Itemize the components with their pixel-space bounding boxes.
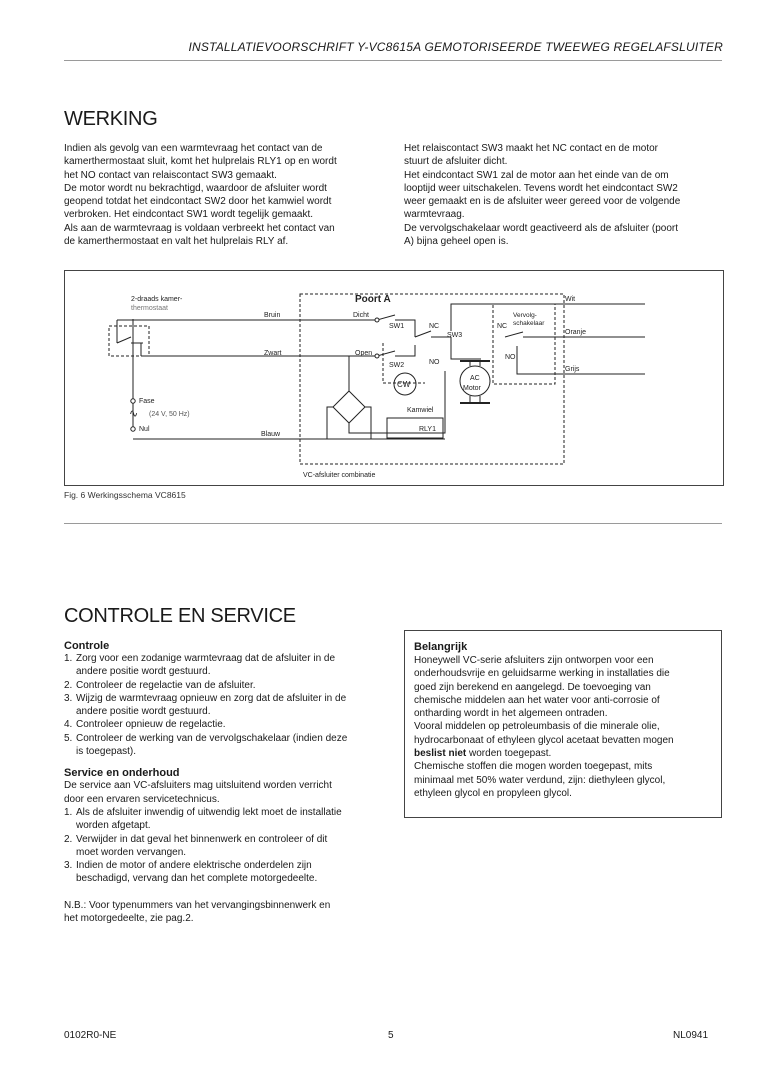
text-line: Honeywell VC-serie afsluiters zijn ontworpen voor een [414, 655, 654, 666]
list-item-line: Controleer opnieuw de regelactie. [76, 719, 226, 731]
text-line [414, 747, 712, 760]
label-no: NO [429, 359, 440, 366]
label-poort-a: Poort A [355, 294, 391, 305]
list-item-number: 2. [64, 679, 73, 691]
label-vervolg-2: schakelaar [513, 320, 545, 327]
text-line: Als aan de warmtevraag is voldaan verbreekt het contact van [64, 222, 335, 234]
label-motor: Motor [463, 385, 481, 392]
text-line: de kamerthermostaat en valt het hulprelais RLY af. [64, 236, 289, 248]
wiring-diagram-frame [64, 270, 724, 486]
bold-phrase: beslist niet [414, 748, 467, 760]
label-sw2: SW2 [389, 362, 405, 369]
subheading-service: Service en onderhoud [64, 767, 180, 780]
footer-page-number: 5 [388, 1030, 394, 1041]
label-vc-combination: VC-afsluiter combinatie [303, 472, 376, 479]
list-item-line: Wijzig de warmtevraag opnieuw en zorg dat de afsluiter in de [76, 692, 347, 704]
list-item [64, 859, 394, 886]
label-nc-vervolg: NC [497, 323, 508, 330]
service-list [64, 806, 394, 886]
text-line: ontharding wordt in het algemeen ontraden. [414, 708, 608, 720]
label-supply: (24 V, 50 Hz) [149, 411, 190, 418]
footer-doc-code: 0102R0-NE [64, 1030, 117, 1041]
list-item-line: Indien de motor of andere elektrische onderdelen zijn [76, 860, 312, 872]
text-line: De motor wordt nu bekrachtigd, waardoor de afsluiter wordt [64, 182, 327, 194]
list-item-line: andere positie wordt gestuurd. [76, 666, 211, 678]
text-line: verbroken. Het eindcontact SW1 wordt tegelijk gemaakt. [64, 209, 314, 221]
label-blauw: Blauw [261, 431, 281, 438]
wiring-diagram [65, 271, 723, 485]
label-sw3: SW3 [447, 332, 463, 339]
controle-service-column [64, 640, 394, 925]
text-line: Vooral middelen op petroleumbasis of die minerale olie, [414, 721, 660, 733]
text-line: stuurt de afsluiter dicht. [404, 156, 508, 168]
label-sw1: SW1 [389, 323, 405, 330]
werking-left-column [64, 142, 394, 248]
label-ac: AC [470, 375, 480, 382]
text-line: het motorgedeelte, zie pag.2. [64, 913, 194, 925]
list-item-line: andere positie wordt gestuurd. [76, 706, 211, 718]
label-open: Open [355, 350, 373, 357]
text-line: goed zijn berekend en aangelegd. De toevoeging van [414, 681, 651, 693]
list-item [64, 806, 394, 833]
section-heading-werking: WERKING [64, 108, 158, 130]
belangrijk-text [414, 654, 712, 800]
text-line: geopend totdat het eindcontact SW2 door het kamwiel wordt [64, 196, 332, 208]
label-fase: Fase [139, 398, 155, 405]
list-item [64, 718, 394, 731]
text-line: het NO contact van relaiscontact SW3 gemaakt. [64, 169, 277, 181]
list-item-number: 4. [64, 719, 73, 731]
list-item-line: Als de afsluiter inwendig of uitwendig lekt moet de installatie [76, 806, 342, 818]
text-line: kamerthermostaat sluit, komt het hulprelais RLY1 op en wordt [64, 156, 337, 168]
section-heading-controle-service: CONTROLE EN SERVICE [64, 605, 296, 627]
list-item-line: beschadigd, vervang dan het complete motorgedeelte. [76, 873, 318, 885]
text-line: Het eindcontact SW1 zal de motor aan het einde van de om [404, 169, 669, 181]
list-item-number: 1. [64, 653, 73, 664]
list-item [64, 732, 394, 759]
list-item-number: 5. [64, 732, 73, 744]
list-item-line: moet worden vervangen. [76, 846, 187, 858]
label-nul: Nul [139, 426, 150, 433]
list-item [64, 692, 394, 719]
list-item-line: Verwijder in dat geval het binnenwerk en controleer of dit [76, 833, 328, 845]
belangrijk-title: Belangrijk [414, 641, 468, 653]
list-item-number: 1. [64, 806, 73, 818]
label-vervolg-1: Vervolg- [513, 312, 537, 319]
controle-list [64, 652, 394, 758]
nb-note [64, 899, 394, 926]
list-item-number: 2. [64, 833, 73, 845]
text-line: De service aan VC-afsluiters mag uitsluitend worden verricht [64, 780, 332, 792]
thermostat-box [109, 326, 149, 356]
text-line: looptijd weer uitschakelen. Tevens wordt het eindcontact SW2 [404, 182, 678, 194]
header-rule [64, 60, 722, 61]
label-grijs: Grijs [565, 366, 580, 373]
text-line: Chemische stoffen die mogen worden toegepast, mits [414, 761, 653, 773]
text-fragment: worden toegepast. [466, 748, 552, 760]
text-line: onderhoudsvrije en geluidsarme werking in installaties die [414, 668, 670, 680]
footer-ref-code: NL0941 [673, 1030, 709, 1041]
text-line: A) bijna geheel open is. [404, 236, 509, 248]
text-line: N.B.: Voor typenummers van het vervangingsbinnenwerk en [64, 899, 331, 911]
figure-caption: Fig. 6 Werkingsschema VC8615 [64, 490, 186, 500]
text-line: warmtevraag. [404, 209, 465, 221]
list-item-number: 3. [64, 860, 73, 872]
label-wit: Wit [565, 296, 576, 303]
text-line: Indien als gevolg van een warmtevraag het contact van de [64, 143, 323, 154]
text-line: minimaal met 50% water verdund, zijn: diethyleen glycol, [414, 774, 666, 786]
text-line: ethyleen glycol en propyleen glycol. [414, 787, 572, 799]
list-item [64, 679, 394, 692]
list-item-line: is toegepast). [76, 746, 137, 758]
subheading-controle: Controle [64, 640, 110, 652]
text-line: hydrocarbonaat of ethyleen glycol acetaat bevatten mogen [414, 734, 674, 746]
ac-symbol: ∿ [129, 408, 139, 420]
label-dicht: Dicht [353, 312, 369, 319]
list-item [64, 652, 394, 679]
label-no-vervolg: NO [505, 354, 516, 361]
list-item-line: Controleer de werking van de vervolgschakelaar (indien deze [76, 732, 348, 744]
label-thermostat: 2-draads kamer- [131, 296, 183, 303]
text-line: weer gemaakt en is de afsluiter weer gereed voor de volgende [404, 196, 681, 208]
label-oranje: Oranje [565, 329, 587, 336]
text-line: Het relaiscontact SW3 maakt het NC contact en de motor [404, 143, 658, 154]
list-item [64, 833, 394, 860]
label-bruin: Bruin [264, 312, 281, 319]
list-item-line: Zorg voor een zodanige warmtevraag dat de afsluiter in de [76, 653, 336, 664]
text-line: chemische middelen aan het water voor anti-corrosie of [414, 694, 660, 706]
label-zwart: Zwart [264, 350, 282, 357]
service-intro [64, 779, 394, 806]
label-nc: NC [429, 323, 440, 330]
label-thermostat-2: thermostaat [131, 305, 168, 312]
label-rly1: RLY1 [419, 426, 436, 433]
document-header: INSTALLATIEVOORSCHRIFT Y-VC8615A GEMOTORISEERDE TWEEWEG REGELAFSLUITER [188, 40, 723, 54]
section-rule [64, 523, 722, 524]
list-item-line: worden afgetapt. [76, 820, 151, 832]
label-kamwiel: Kamwiel [407, 407, 434, 414]
label-cw: CW [397, 380, 411, 389]
list-item-line: Controleer de regelactie van de afsluiter. [76, 679, 256, 691]
werking-right-column [404, 142, 722, 248]
list-item-number: 3. [64, 692, 73, 704]
text-line: De vervolgschakelaar wordt geactiveerd als de afsluiter (poort [404, 222, 679, 234]
belangrijk-box [404, 630, 722, 818]
text-line: door een ervaren servicetechnicus. [64, 793, 220, 805]
